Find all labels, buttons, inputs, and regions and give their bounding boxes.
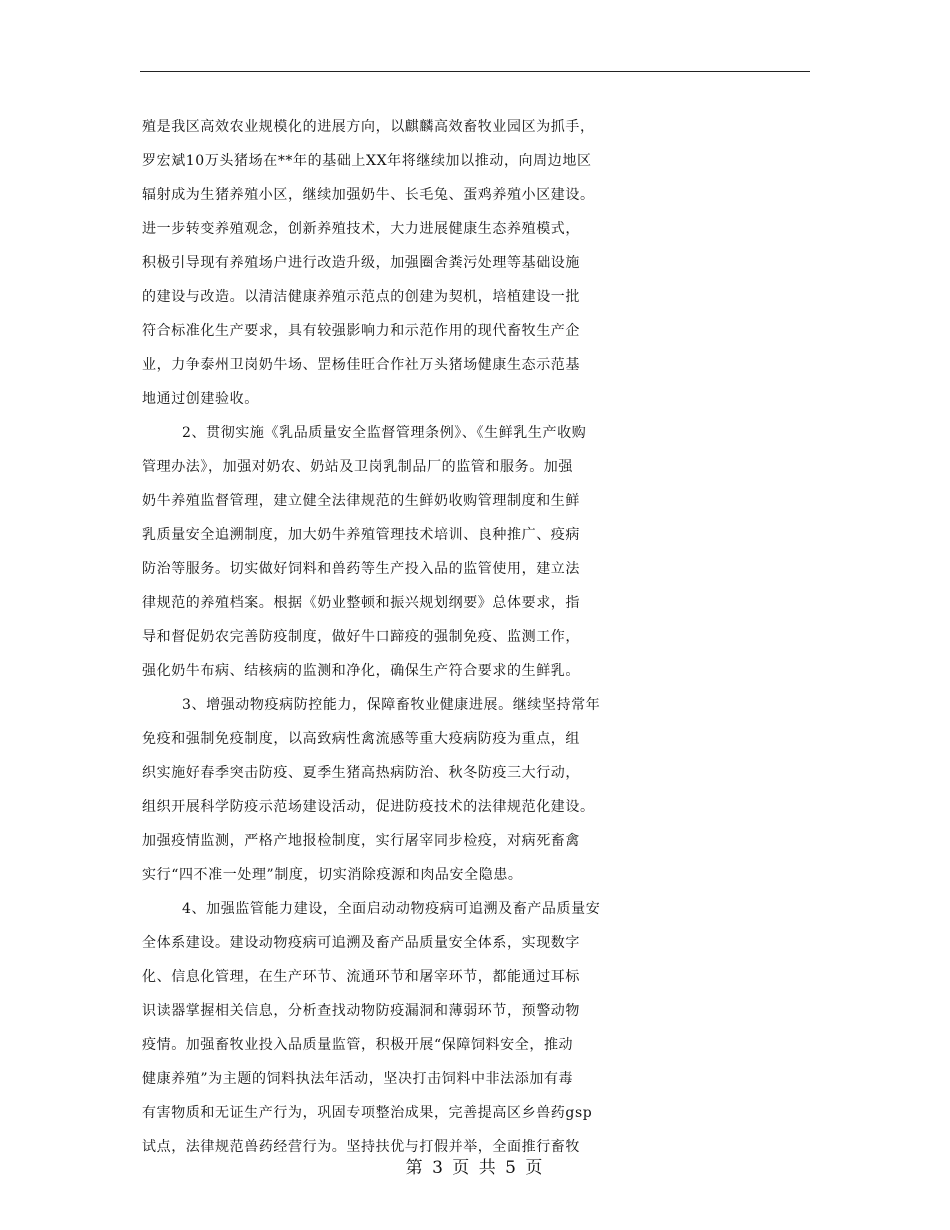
header-rule: [140, 71, 810, 72]
page-footer: 第 3 页 共 5 页: [405, 1158, 545, 1178]
text-line: 试点，法律规范兽药经营行为。坚持扶优与打假并举，全面推行畜牧: [142, 1139, 580, 1155]
text-line: 全体系建设。建设动物疫病可追溯及畜产品质量安全体系，实现数字: [142, 935, 580, 951]
text-line: 辐射成为生猪养殖小区，继续加强奶牛、长毛兔、蛋鸡养殖小区建设。: [142, 187, 595, 203]
text-line: 组织开展科学防疫示范场建设活动，促进防疫技术的法律规范化建设。: [142, 799, 595, 815]
text-line: 奶牛养殖监督管理，建立健全法律规范的生鲜奶收购管理制度和生鲜: [142, 493, 580, 509]
text-line: 4、加强监管能力建设，全面启动动物疫病可追溯及畜产品质量安: [182, 901, 601, 917]
text-line: 识读器掌握相关信息，分析查找动物防疫漏洞和薄弱环节，预警动物: [142, 1003, 580, 1019]
text-line: 积极引导现有养殖场户进行改造升级，加强圈舍粪污处理等基础设施: [142, 255, 580, 271]
text-line: 进一步转变养殖观念，创新养殖技术，大力进展健康生态养殖模式，: [142, 221, 580, 237]
text-line: 强化奶牛布病、结核病的监测和净化，确保生产符合要求的生鲜乳。: [142, 663, 580, 679]
text-line: 化、信息化管理，在生产环节、流通环节和屠宰环节，都能通过耳标: [142, 969, 580, 985]
text-line: 罗宏斌10万头猪场在**年的基础上XX年将继续加以推动，向周边地区: [142, 153, 592, 169]
text-line: 乳质量安全追溯制度，加大奶牛养殖管理技术培训、良种推广、疫病: [142, 527, 580, 543]
text-line: 导和督促奶农完善防疫制度，做好牛口蹄疫的强制免疫、监测工作，: [142, 629, 580, 645]
text-line: 3、增强动物疫病防控能力，保障畜牧业健康进展。继续坚持常年: [182, 697, 601, 713]
text-line: 2、贯彻实施《乳品质量安全监督管理条例》、《生鲜乳生产收购: [182, 425, 587, 441]
body-text: [142, 110, 812, 1164]
text-line: 加强疫情监测，严格产地报检制度，实行屠宰同步检疫，对病死畜禽: [142, 833, 580, 849]
text-line: 防治等服务。切实做好饲料和兽药等生产投入品的监管使用，建立法: [142, 561, 580, 577]
text-line: 有害物质和无证生产行为，巩固专项整治成果，完善提高区乡兽药gsp: [142, 1105, 593, 1121]
text-line: 的建设与改造。以清洁健康养殖示范点的创建为契机，培植建设一批: [142, 289, 580, 305]
text-line: 健康养殖”为主题的饲料执法年活动，坚决打击饲料中非法添加有毒: [142, 1071, 574, 1087]
text-line: 实行“四不准一处理”制度，切实消除疫源和肉品安全隐患。: [142, 867, 523, 883]
text-line: 疫情。加强畜牧业投入品质量监管，积极开展“保障饲料安全，推动: [142, 1037, 574, 1053]
text-line: 殖是我区高效农业规模化的进展方向，以麒麟高效畜牧业园区为抓手，: [142, 119, 595, 135]
text-line: 免疫和强制免疫制度，以高致病性禽流感等重大疫病防疫为重点，组: [142, 731, 580, 747]
text-line: 业，力争泰州卫岗奶牛场、罡杨佳旺合作社万头猪场健康生态示范基: [142, 357, 580, 373]
text-line: 律规范的养殖档案。根据《奶业整顿和振兴规划纲要》总体要求，指: [142, 595, 580, 611]
text-line: 管理办法》，加强对奶农、奶站及卫岗乳制品厂的监管和服务。加强: [142, 459, 573, 475]
text-line: 符合标准化生产要求，具有较强影响力和示范作用的现代畜牧生产企: [142, 323, 580, 339]
text-line: 地通过创建验收。: [142, 391, 259, 407]
text-line: 织实施好春季突击防疫、夏季生猪高热病防治、秋冬防疫三大行动，: [142, 765, 580, 781]
